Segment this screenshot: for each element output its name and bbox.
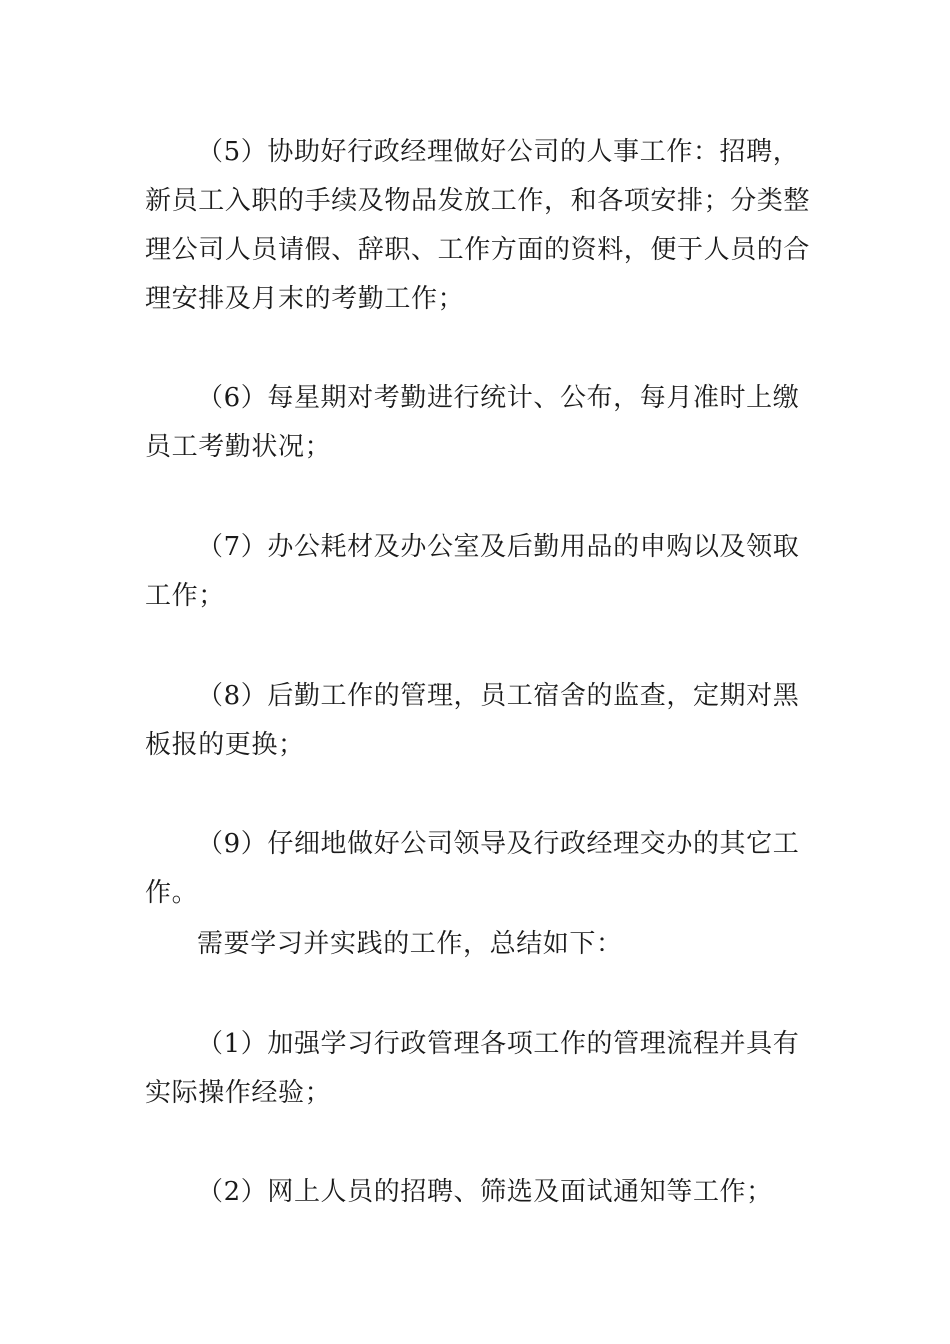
paragraph-item-6: （6）每星期对考勤进行统计、公布，每月准时上缴员工考勤状况； [145,383,800,462]
paragraph-item-5: （5）协助好行政经理做好公司的人事工作：招聘，新员工入职的手续及物品发放工作，和各项安排；分类整理公司人员请假、辞职、工作方面的资料，便于人员的合理安排及月末的考勤工作； [145,137,811,314]
paragraph-item-9: （9）仔细地做好公司领导及行政经理交办的其它工作。 [145,829,800,908]
section-heading: 需要学习并实践的工作，总结如下： [197,929,623,959]
paragraph-item-8: （8）后勤工作的管理，员工宿舍的监查，定期对黑板报的更换； [145,681,800,760]
paragraph-item-7: （7）办公耗材及办公室及后勤用品的申购以及领取工作； [145,532,800,611]
paragraph-item-1: （1）加强学习行政管理各项工作的管理流程并具有实际操作经验； [145,1029,800,1108]
paragraph-item-2: （2）网上人员的招聘、筛选及面试通知等工作； [197,1177,773,1207]
